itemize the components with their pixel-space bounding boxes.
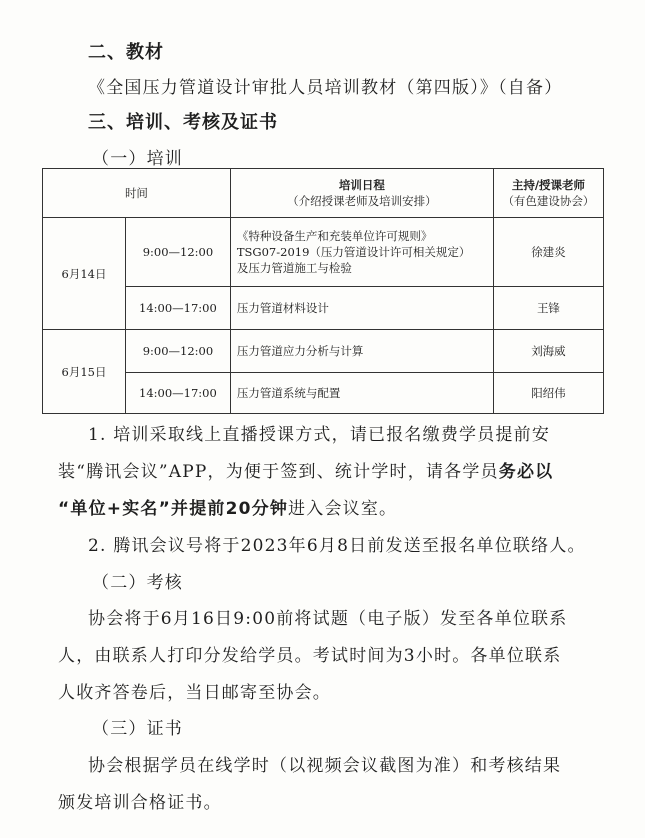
content-cell: 压力管道应力分析与计算 bbox=[230, 330, 493, 373]
section-heading-training: 三、培训、考核及证书 bbox=[88, 112, 278, 133]
teacher-cell: 王锋 bbox=[493, 287, 603, 330]
header-time: 时间 bbox=[43, 169, 231, 218]
content-cell: 压力管道材料设计 bbox=[230, 287, 493, 330]
date-cell: 6月14日 bbox=[43, 218, 126, 330]
time-cell: 14:00—17:00 bbox=[126, 373, 231, 414]
emphasis-text: “单位+实名”并提前20分钟 bbox=[58, 499, 289, 519]
section-heading-materials: 二、教材 bbox=[88, 42, 164, 63]
teacher-cell: 阳绍伟 bbox=[493, 373, 603, 414]
table-row bbox=[43, 330, 604, 373]
para1-line3: “单位+实名”并提前20分钟进入会议室。 bbox=[58, 499, 398, 519]
para1-line2: 装“腾讯会议”APP，为便于签到、统计学时，请各学员务必以 bbox=[58, 462, 554, 482]
cert-line1: 协会根据学员在线学时（以视频会议截图为准）和考核结果 bbox=[88, 756, 562, 776]
exam-line2: 人，由联系人打印分发给学员。考试时间为3小时。各单位联系 bbox=[58, 646, 562, 666]
time-cell: 9:00—12:00 bbox=[126, 330, 231, 373]
cert-line2: 颁发培训合格证书。 bbox=[58, 793, 222, 813]
teacher-cell: 刘海威 bbox=[493, 330, 603, 373]
exam-line1: 协会将于6月16日9:00前将试题（电子版）发至各单位联系 bbox=[88, 609, 568, 629]
table-header-row bbox=[43, 169, 604, 218]
training-schedule-table bbox=[42, 168, 604, 414]
content-cell: 《特种设备生产和充装单位许可规则》 TSG07-2019（压力管道设计许可相关规定） 及压力管道施工与检验 bbox=[230, 218, 493, 287]
header-host: 主持/授课老师 （有色建设协会） bbox=[493, 169, 603, 218]
time-cell: 14:00—17:00 bbox=[126, 287, 231, 330]
subheading-exam: （二）考核 bbox=[92, 573, 183, 593]
para1-line1: 1. 培训采取线上直播授课方式，请已报名缴费学员提前安 bbox=[88, 425, 551, 445]
table-row bbox=[43, 373, 604, 414]
table-row bbox=[43, 218, 604, 287]
subheading-training: （一）培训 bbox=[92, 149, 183, 169]
subheading-certificate: （三）证书 bbox=[92, 719, 183, 739]
para2: 2. 腾讯会议号将于2023年6月8日前发送至报名单位联络人。 bbox=[88, 536, 586, 556]
header-schedule: 培训日程 （介绍授课老师及培训安排） bbox=[230, 169, 493, 218]
exam-line3: 人收齐答卷后，当日邮寄至协会。 bbox=[58, 683, 331, 703]
time-cell: 9:00—12:00 bbox=[126, 218, 231, 287]
table-row bbox=[43, 287, 604, 330]
emphasis-text: 务必以 bbox=[498, 462, 554, 482]
materials-text: 《全国压力管道设计审批人员培训教材（第四版）》（自备） bbox=[88, 78, 563, 98]
teacher-cell: 徐建炎 bbox=[493, 218, 603, 287]
content-cell: 压力管道系统与配置 bbox=[230, 373, 493, 414]
date-cell: 6月15日 bbox=[43, 330, 126, 414]
